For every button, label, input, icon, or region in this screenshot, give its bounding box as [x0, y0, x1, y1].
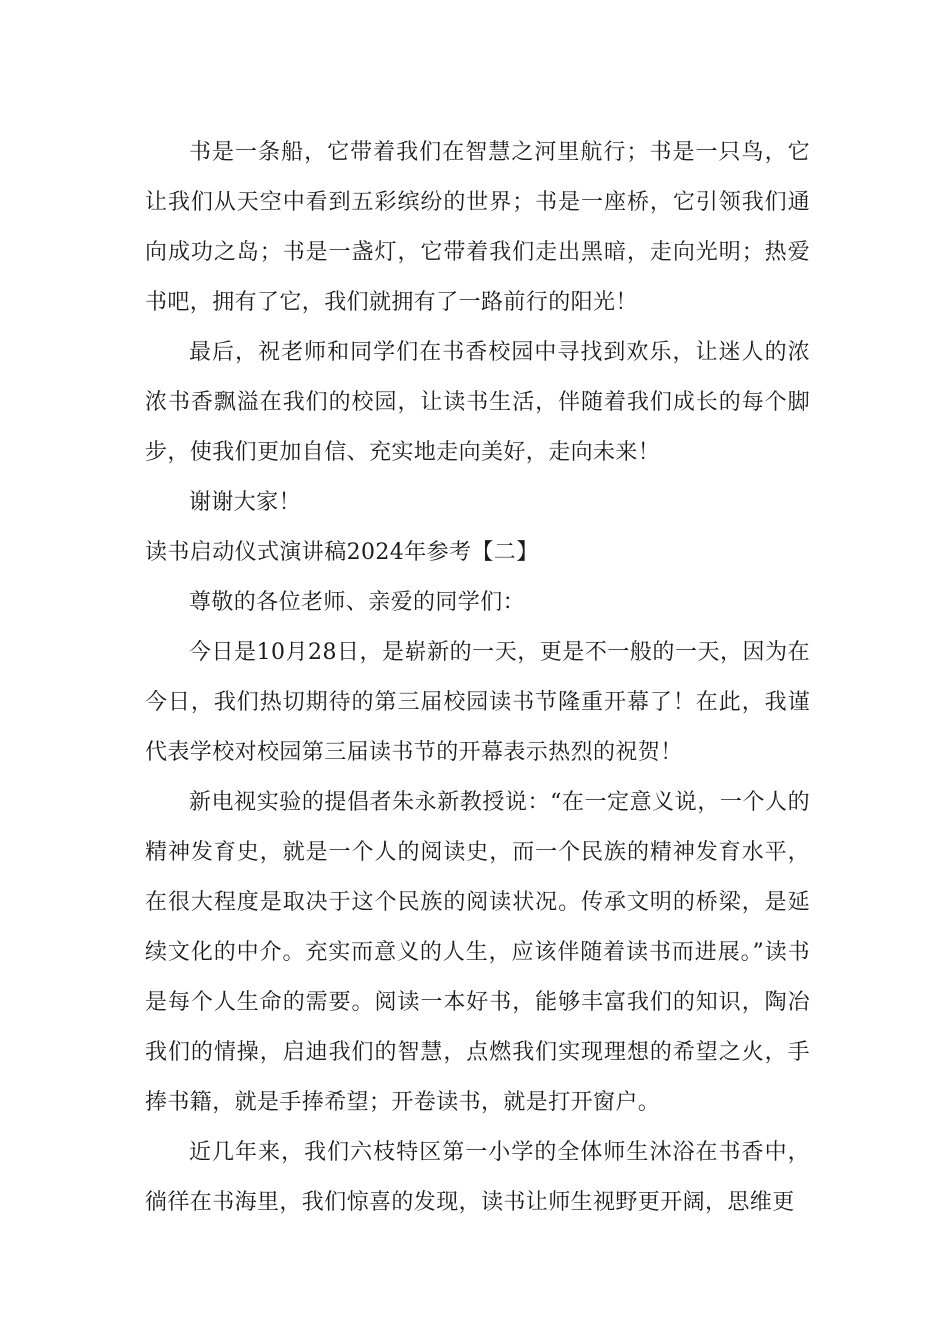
- paragraph-book-metaphors: 书是一条船，它带着我们在智慧之河里航行；书是一只鸟，它让我们从天空中看到五彩缤纷的世界；书是一座桥，它引领我们通向成功之岛；书是一盏灯，它带着我们走出黑暗，走向光明；热爱书吧，拥有了它，我们就拥有了一路前行的阳光！: [145, 140, 810, 315]
- paragraph-recent-years: 近几年来，我们六枝特区第一小学的全体师生沐浴在书香中，徜徉在书海里，我们惊喜的发现，读书让师生视野更开阔，思维更: [145, 1140, 810, 1215]
- paragraph-thanks: 谢谢大家！: [189, 490, 302, 515]
- paragraph-opening: 今日是10月28日，是崭新的一天，更是不一般的一天，因为在今日，我们热切期待的第三届校园读书节隆重开幕了！在此，我谨代表学校对校园第三届读书节的开幕表示热烈的祝贺！: [145, 640, 810, 765]
- paragraph-quote: 新电视实验的提倡者朱永新教授说：“在一定意义说，一个人的精神发育史，就是一个人的阅读史，而一个民族的精神发育水平，在很大程度是取决于这个民族的阅读状况。传承文明的桥梁，是延续文化的中介。充实而意义的人生，应该伴随着读书而进展。”读书是每个人生命的需要。阅读一本好书，能够丰富我们的知识，陶冶我们的情操，启迪我们的智慧，点燃我们实现理想的希望之火，手捧书籍，就是手捧希望；开卷读书，就是打开窗户。: [145, 790, 810, 1115]
- document-body: [145, 128, 810, 1228]
- section-title: 读书启动仪式演讲稿2024年参考【二】: [145, 540, 539, 565]
- paragraph-salutation: 尊敬的各位老师、亲爱的同学们：: [189, 590, 526, 615]
- paragraph-closing-wishes: 最后，祝老师和同学们在书香校园中寻找到欢乐，让迷人的浓浓书香飘溢在我们的校园，让读书生活，伴随着我们成长的每个脚步，使我们更加自信、充实地走向美好，走向未来！: [145, 340, 810, 465]
